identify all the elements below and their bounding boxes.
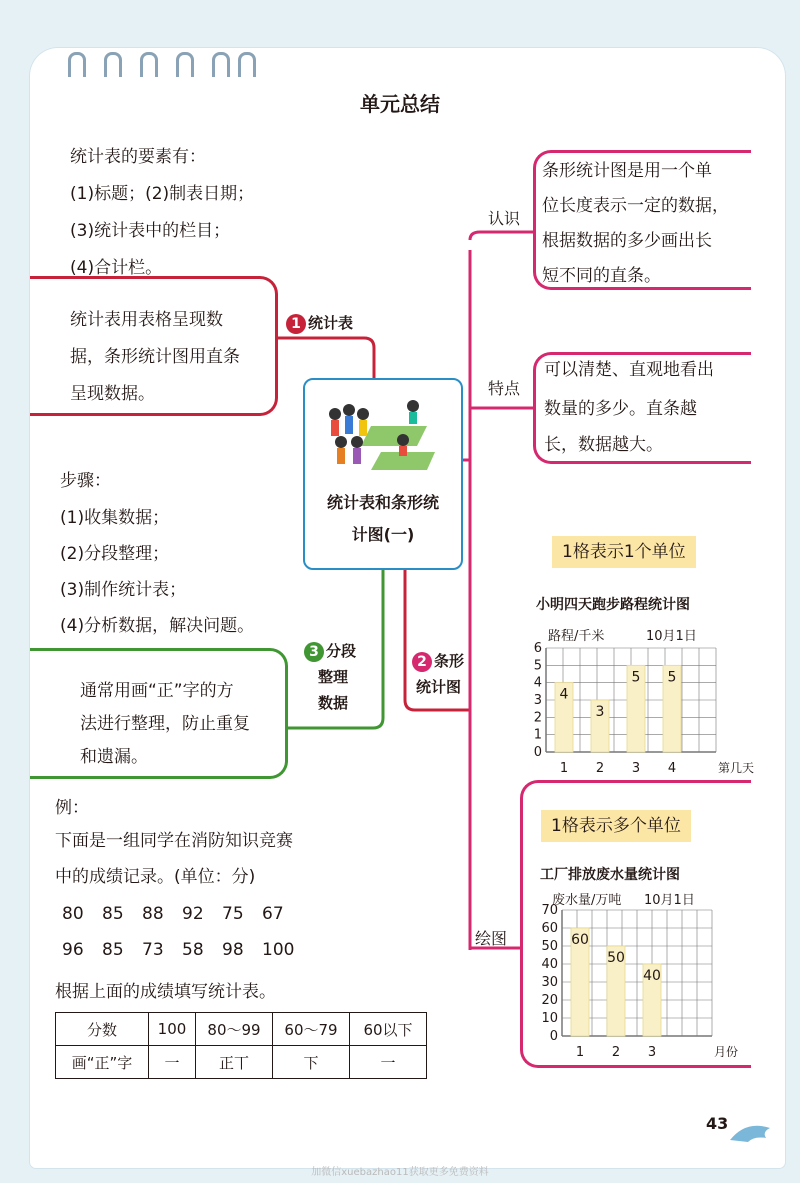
dolphin-icon	[728, 1118, 778, 1148]
score: 58	[182, 940, 204, 960]
x-tick-label: 2	[611, 1045, 621, 1059]
feature-line: 长，数据越大。	[544, 435, 663, 455]
elements-line: (4)合计栏。	[70, 258, 163, 278]
x-tick-label: 1	[575, 1045, 585, 1059]
y-tick-label: 60	[541, 921, 558, 936]
y-tick-label: 3	[533, 693, 542, 708]
badge-3: 3	[304, 642, 324, 662]
center-topic	[303, 378, 463, 570]
x-tick-label: 3	[647, 1045, 657, 1059]
data-label: 5	[631, 669, 641, 686]
recognize-line: 短不同的直条。	[542, 266, 661, 286]
branch-label: 统计图	[416, 678, 462, 696]
data-label: 4	[559, 686, 569, 703]
branch-label: 整理	[318, 668, 349, 686]
step-line: (1)收集数据；	[60, 508, 170, 528]
data-label: 3	[595, 704, 605, 720]
recognize-line: 条形统计图是用一个单	[542, 161, 712, 181]
x-tick-label: 4	[667, 761, 677, 776]
score: 85	[102, 904, 124, 924]
example-line: 下面是一组同学在消防知识竞赛	[55, 831, 293, 851]
chart2-ylabel: 废水量/万吨	[552, 893, 622, 908]
table-cell: 一	[149, 1046, 196, 1079]
score: 85	[102, 940, 124, 960]
y-tick-label: 1	[533, 727, 542, 743]
table-header: 80～99	[196, 1013, 273, 1046]
data-label: 5	[667, 669, 677, 686]
y-tick-label: 40	[541, 957, 558, 972]
example-instruction: 根据上面的成绩填写统计表。	[55, 982, 276, 1002]
branch-label: 统计表	[308, 314, 354, 332]
branch-grouping	[304, 638, 356, 716]
y-tick-label: 30	[541, 975, 558, 990]
y-tick-label: 0	[533, 745, 542, 760]
y-tick-label: 5	[533, 658, 542, 674]
step-line: (3)制作统计表；	[60, 580, 187, 600]
elements-line: (3)统计表中的栏目；	[70, 221, 231, 241]
data-label: 50	[607, 950, 625, 966]
feature-line: 可以清楚、直观地看出	[544, 360, 714, 380]
label-draw: 绘图	[475, 929, 508, 948]
center-topic-line: 计图(一)	[351, 525, 415, 544]
chart1-date: 10月1日	[646, 629, 697, 644]
branch-bar-chart	[412, 648, 464, 700]
y-tick-label: 6	[533, 641, 542, 656]
footer-watermark: 加微信xuebazhao11获取更多免费资料	[311, 1167, 489, 1178]
chart2-date: 10月1日	[644, 893, 695, 908]
x-tick-label: 3	[631, 761, 641, 776]
chart1-svg	[520, 640, 760, 780]
page-title: 单元总结	[360, 92, 440, 116]
steps-heading: 步骤：	[60, 471, 111, 491]
compare-line: 统计表用表格呈现数	[70, 310, 223, 330]
x-tick-label: 1	[559, 761, 569, 776]
table-cell: 下	[273, 1046, 350, 1079]
y-tick-label: 4	[533, 675, 542, 691]
branch-label: 条形	[434, 652, 465, 670]
data-label: 40	[643, 968, 661, 984]
page-number: 43	[706, 1114, 729, 1133]
table-cell: 一	[350, 1046, 427, 1079]
recognize-line: 根据数据的多少画出长	[542, 231, 712, 251]
score: 100	[262, 940, 295, 960]
table-row	[56, 1013, 427, 1046]
scores-row-2	[62, 932, 302, 969]
step-line: (4)分析数据，解决问题。	[60, 616, 255, 636]
y-tick-label: 10	[541, 1011, 558, 1026]
score: 80	[62, 904, 84, 924]
tally-note-line: 和遗漏。	[80, 747, 148, 767]
score: 67	[262, 904, 284, 924]
recognize-line: 位长度表示一定的数据，	[542, 196, 729, 216]
table-cell: 画“正”字	[56, 1046, 149, 1079]
children-illustration	[323, 396, 443, 476]
table-header: 分数	[56, 1013, 149, 1046]
y-tick-label: 70	[541, 904, 558, 918]
table-header: 100	[149, 1013, 196, 1046]
example-label: 例：	[55, 798, 89, 818]
table-header: 60～79	[273, 1013, 350, 1046]
y-tick-label: 20	[541, 993, 558, 1008]
branch-label: 分段	[326, 642, 357, 660]
y-tick-label: 2	[533, 710, 542, 726]
table-row	[56, 1046, 427, 1079]
score: 88	[142, 904, 164, 924]
chart1-title: 小明四天跑步路程统计图	[536, 597, 690, 613]
y-tick-label: 50	[541, 939, 558, 954]
x-axis-label: 第几天	[718, 761, 755, 775]
chart2-title: 工厂排放废水量统计图	[540, 867, 680, 883]
x-axis-label: 月份	[714, 1045, 739, 1059]
label-feature: 特点	[488, 379, 521, 398]
step-line: (2)分段整理；	[60, 544, 170, 564]
x-tick-label: 2	[595, 761, 605, 776]
chart1-ylabel: 路程/千米	[548, 629, 605, 644]
tally-table	[55, 1012, 427, 1079]
elements-line: (1)标题；(2)制表日期；	[70, 184, 255, 204]
center-topic-line: 统计表和条形统	[326, 493, 439, 512]
badge-2: 2	[412, 652, 432, 672]
data-label: 60	[571, 932, 589, 948]
branch-statistics-table	[286, 310, 353, 336]
compare-line: 呈现数据。	[70, 384, 155, 404]
table-header: 60以下	[350, 1013, 427, 1046]
elements-heading: 统计表的要素有：	[70, 147, 206, 167]
scores-row-1	[62, 896, 302, 933]
chart2-svg	[530, 904, 745, 1059]
score: 73	[142, 940, 164, 960]
score: 92	[182, 904, 204, 924]
example-line: 中的成绩记录。(单位：分)	[55, 867, 256, 887]
label-recognize: 认识	[488, 209, 521, 228]
feature-line: 数量的多少。直条越	[544, 399, 697, 419]
table-cell: 正丅	[196, 1046, 273, 1079]
score: 96	[62, 940, 84, 960]
pill-one-unit: 1格表示1个单位	[552, 536, 696, 568]
score: 75	[222, 904, 244, 924]
branch-label: 数据	[318, 694, 349, 712]
score: 98	[222, 940, 244, 960]
tally-note-line: 法进行整理，防止重复	[80, 714, 250, 734]
badge-1: 1	[286, 314, 306, 334]
pill-multi-unit: 1格表示多个单位	[541, 810, 691, 842]
tally-note-line: 通常用画“正”字的方	[80, 681, 234, 701]
y-tick-label: 0	[549, 1029, 558, 1044]
compare-line: 据，条形统计图用直条	[70, 347, 240, 367]
